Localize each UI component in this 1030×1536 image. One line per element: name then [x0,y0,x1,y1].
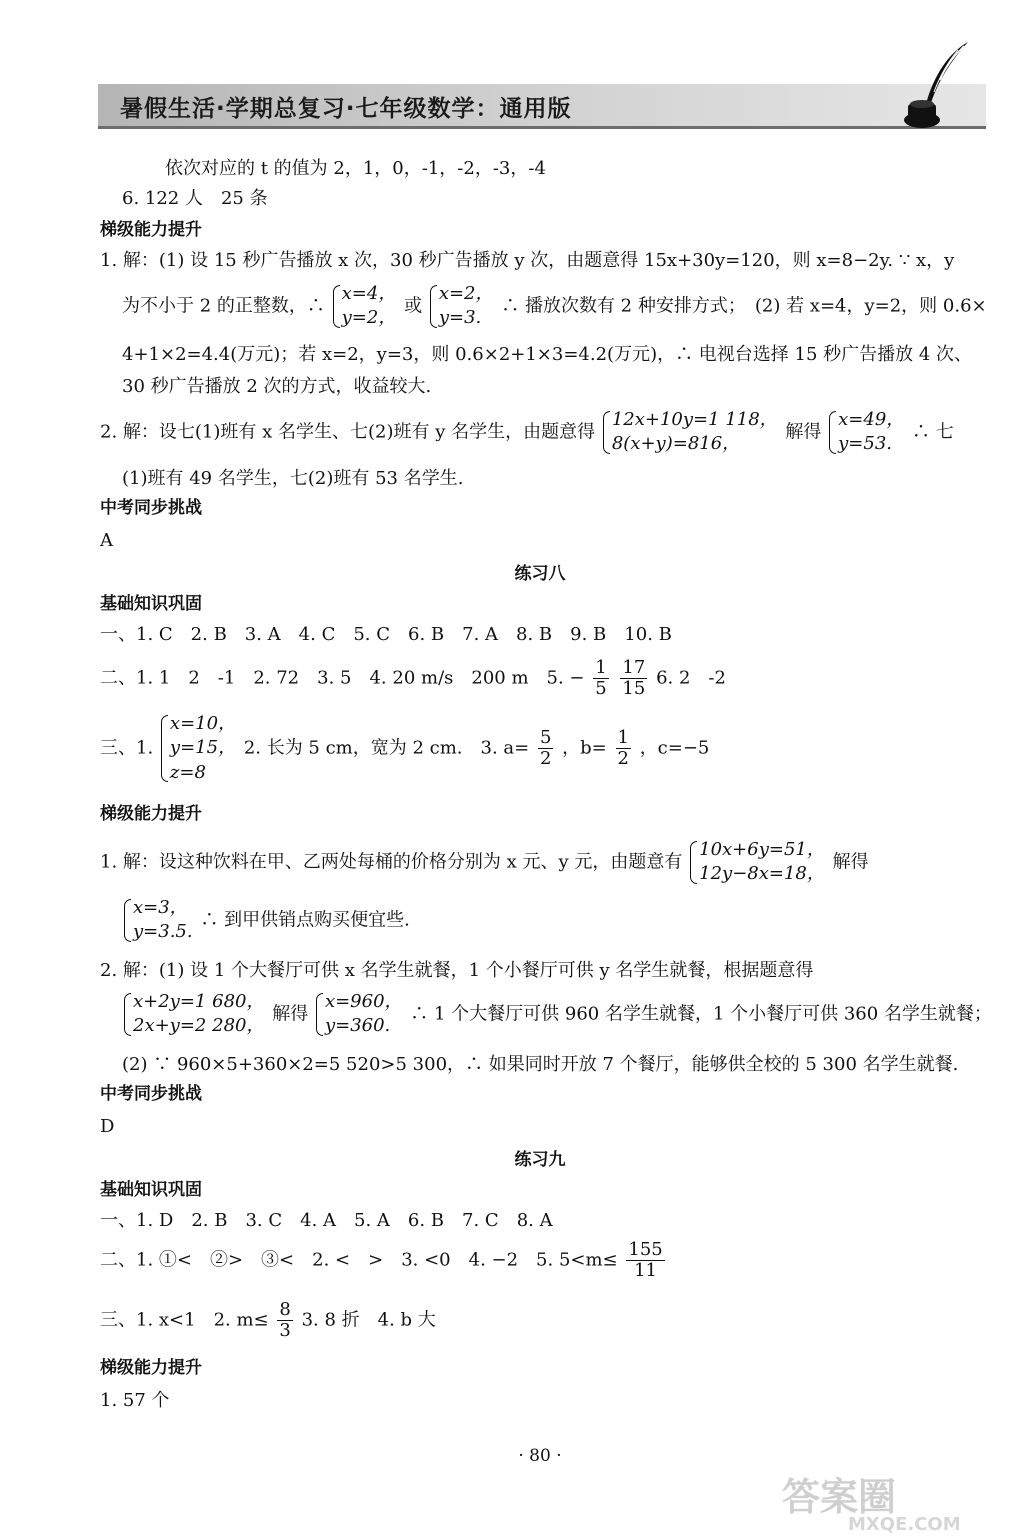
equation: z=8 [169,761,206,783]
equation-system [829,408,904,457]
solution-text: ∴ 1 个大餐厅可供 960 名学生就餐，1 个小餐厅可供 360 名学生就餐； [410,1003,992,1025]
section-heading: 中考同步挑战 [100,1084,202,1104]
denominator: 3 [279,1319,291,1341]
section-heading: 梯级能力提升 [100,1358,202,1378]
equation-system [161,712,236,785]
numerator: 17 [622,657,646,678]
equation: x=960， [324,991,403,1012]
quill-ink-icon [898,40,970,132]
answer-row: 一、1. C 2. B 3. A 4. C 5. C 6. B 7. A 8. B 9. B 10. B [100,624,672,645]
svg-text:MXQE.COM: MXQE.COM [848,1514,961,1534]
equation: x=4， [341,283,397,304]
equation: y=3. [438,307,482,329]
equation-system [603,408,778,457]
answer-q6: 6. 122 人 25 条 [122,188,268,209]
answer-row [100,1240,668,1281]
answer-text: ，c=−5 [639,737,710,759]
fraction [616,728,631,769]
fraction [277,1300,292,1341]
exercise-title: 练习九 [514,1150,566,1170]
answer-text: 3. 8 折 4. b 大 [301,1309,436,1331]
equation: 12x+10y=1 118， [611,409,778,430]
answer-text: ，b= [562,737,607,759]
numerator: 8 [279,1299,291,1320]
solution-line [122,990,992,1039]
solution-line [122,896,410,945]
solution-text: 解得 [272,1003,309,1025]
fraction [593,658,608,699]
equation: x=10， [169,713,237,734]
equation: 8(x+y)=816， [611,433,741,455]
section-heading: 梯级能力提升 [100,804,202,824]
answer-row [100,712,709,785]
answer-row [100,658,726,699]
equation-system [690,838,825,887]
equation-system [333,282,397,331]
fraction [538,728,553,769]
solution-line: 4+1×2=4.4(万元)；若 x=2，y=3，则 0.6×2+1×3=4.2(万元)，∴ 电视台选择 15 秒广告播放 4 次、 [122,344,973,365]
numerator: 1 [595,657,607,678]
equation-system [430,282,494,331]
answer-text: 1. 57 个 [100,1390,170,1411]
section-heading: 梯级能力提升 [100,220,202,240]
t-values-line: 依次对应的 t 的值为 2，1，0，-1，-2，-3，-4 [165,158,546,179]
fraction [620,658,647,699]
denominator: 11 [634,1259,657,1281]
numerator: 155 [628,1239,663,1260]
svg-text:答案圈: 答案圈 [782,1475,897,1519]
answer-row [100,1300,436,1341]
answer-text: D [100,1116,115,1137]
solution-line: 1. 解：(1) 设 15 秒广告播放 x 次，30 秒广告播放 y 次，由题意得 15x+30y=120，则 x=8−2y. ∵ x，y [100,250,955,271]
answer-text: A [100,530,113,551]
denominator: 15 [622,677,646,699]
denominator: 2 [539,747,552,769]
denominator: 2 [617,747,629,769]
equation: y=3.5. [133,921,193,943]
solution-line: 30 秒广告播放 2 次的方式，收益较大. [122,376,432,397]
equation: x=2， [438,283,494,304]
answer-text: 二、1. 1 2 -1 2. 72 3. 5 4. 20 m/s 200 m 5. − [100,667,585,689]
denominator: 5 [595,677,607,699]
answer-text: 三、1. [100,737,154,759]
answer-row: 一、1. D 2. B 3. C 4. A 5. A 6. B 7. C 8. A [100,1210,553,1231]
equation: x=49， [838,409,905,430]
equation: x=3， [133,897,188,918]
section-heading: 中考同步挑战 [100,498,202,518]
equation-system [316,990,403,1039]
answer-text: 三、1. x<1 2. m≤ [100,1309,269,1331]
solution-text: ∴ 七 [912,421,954,443]
solution-text: 或 [404,295,423,317]
fraction [626,1240,664,1281]
answer-text: 6. 2 -2 [656,667,726,689]
solution-text: 解得 [832,851,869,873]
equation: y=15， [169,737,237,759]
answer-text: 二、1. ①< ②> ③< 2. < > 3. <0 4. −2 5. 5<m≤ [100,1249,618,1271]
solution-line [122,282,987,331]
solution-line [100,408,954,457]
running-header [98,84,986,129]
numerator: 1 [617,727,629,749]
solution-line [100,838,869,887]
solution-text: ∴ 到甲供销点购买便宜些. [200,909,410,931]
equation: 2x+y=2 280， [133,1015,265,1037]
solution-text: 2. 解：设七(1)班有 x 名学生、七(2)班有 y 名学生，由题意得 [100,421,596,443]
header-title: 暑假生活·学期总复习·七年级数学：通用版 [120,96,572,122]
exercise-title: 练习八 [514,564,566,584]
equation: y=53. [838,433,893,455]
solution-line: (2) ∵ 960×5+360×2=5 520>5 300，∴ 如果同时开放 7 个餐厅，能够供全校的 5 300 名学生就餐. [122,1054,959,1075]
page-number: · 80 · [518,1446,562,1466]
answer-text: 2. 长为 5 cm，宽为 2 cm. 3. a= [243,737,530,759]
equation-system [124,896,193,945]
equation: x+2y=1 680， [133,991,265,1012]
solution-line: (1)班有 49 名学生，七(2)班有 53 名学生. [122,468,464,489]
solution-text: 为不小于 2 的正整数，∴ [122,295,325,317]
section-heading: 基础知识巩固 [100,1180,202,1200]
equation-system [124,990,264,1039]
watermark-logo [778,1470,1018,1534]
numerator: 5 [539,727,552,749]
equation: y=2， [341,307,397,329]
section-heading: 基础知识巩固 [100,594,202,614]
solution-text: 1. 解：设这种饮料在甲、乙两处每桶的价格分别为 x 元、y 元，由题意有 [100,851,683,873]
solution-line: 2. 解：(1) 设 1 个大餐厅可供 x 名学生就餐，1 个小餐厅可供 y 名学生就餐，根据题意得 [100,960,814,981]
solution-text: 解得 [785,421,822,443]
equation: y=360. [324,1015,391,1037]
equation: 12y−8x=18， [699,863,825,885]
equation: 10x+6y=51， [699,839,825,860]
solution-text: ∴ 播放次数有 2 种安排方式； (2) 若 x=4，y=2，则 0.6× [501,295,987,317]
